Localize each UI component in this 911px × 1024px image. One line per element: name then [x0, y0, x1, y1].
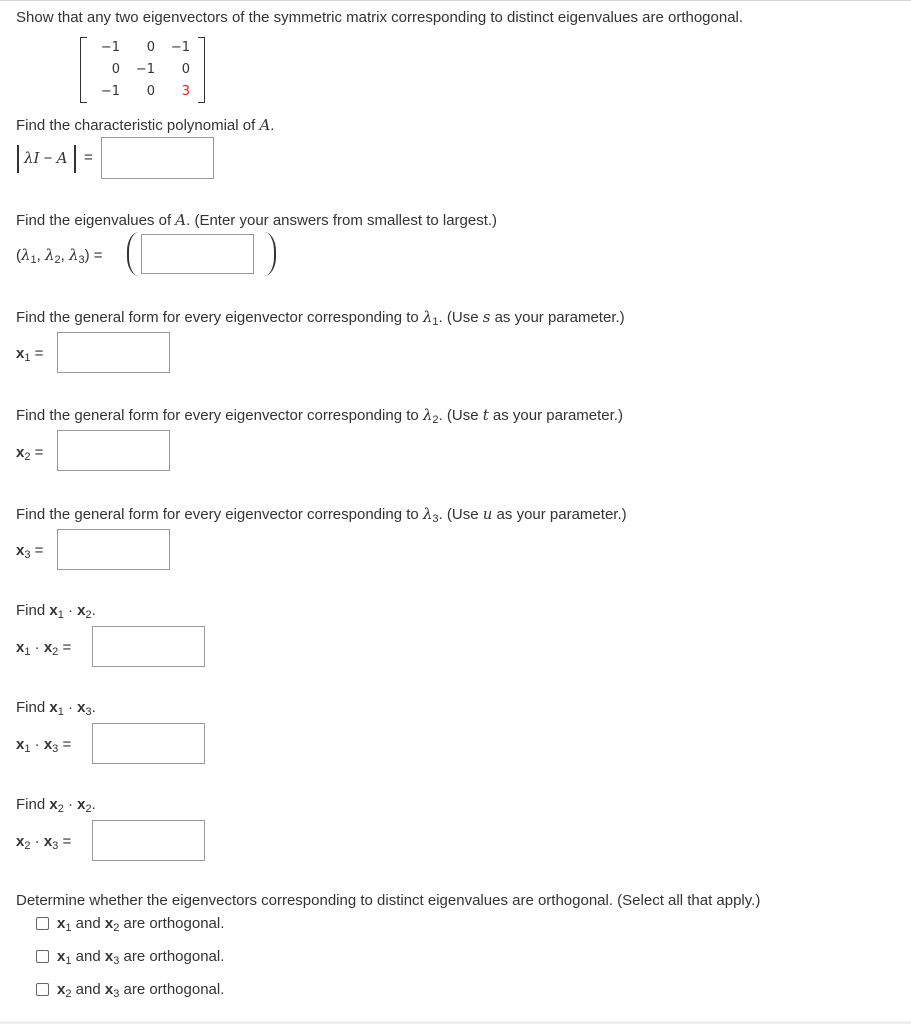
dot12-lhs: $x_1 \cdot x_2$ = — [16, 639, 72, 658]
eigenvector1-prompt: Find the general form for every eigenvector corresponding to $\lambda_1$. (Use s as your parameter.) — [16, 308, 625, 328]
matrix-row — [90, 81, 195, 103]
eigenvalues-prompt: Find the eigenvalues of A. (Enter your answers from smallest to largest.) — [16, 211, 498, 229]
eigenvector2-prompt: Find the general form for every eigenvector corresponding to $\lambda_2$. (Use t as your parameter.) — [16, 406, 623, 426]
eigenvector1-answer-input[interactable] — [57, 332, 170, 373]
top-divider — [0, 0, 911, 1]
option-x1-x2-checkbox[interactable] — [36, 917, 49, 930]
eigenvector2-answer-input[interactable] — [57, 430, 170, 471]
dot13-answer-input[interactable] — [92, 723, 205, 764]
dot13-lhs: $x_1 \cdot x_3$ = — [16, 736, 72, 755]
det-bar-left — [17, 145, 19, 173]
matrix-cell-highlighted: 3 — [181, 84, 190, 99]
dot23-prompt: Find $x_2 \cdot x_2$. — [16, 796, 96, 815]
matrix-cell: 0 — [181, 62, 190, 77]
eigenvector3-answer-input[interactable] — [57, 529, 170, 570]
char-poly-prompt: Find the characteristic polynomial of A. — [16, 116, 275, 134]
eigenvalues-lhs: ($\lambda_1$, $\lambda_2$, $\lambda_3$) = — [16, 246, 103, 266]
dot12-answer-input[interactable] — [92, 626, 205, 667]
option-x2-x3-label[interactable]: $x_2$ and $x_3$ are orthogonal. — [57, 981, 225, 1000]
option-x1-x3-label[interactable]: $x_1$ and $x_3$ are orthogonal. — [57, 948, 225, 967]
char-poly-answer-input[interactable] — [101, 137, 214, 179]
char-poly-lhs: λI − A — [24, 149, 68, 167]
matrix-cell: −1 — [170, 40, 190, 55]
right-paren — [264, 232, 276, 276]
matrix-right-bracket — [198, 37, 205, 103]
option-x1-x3-checkbox[interactable] — [36, 950, 49, 963]
option-x1-x2-label[interactable]: $x_1$ and $x_2$ are orthogonal. — [57, 915, 225, 934]
matrix-cell: −1 — [135, 62, 155, 77]
matrix-left-bracket — [80, 37, 87, 103]
eigenvector3-lhs: $x_3$ = — [16, 542, 44, 561]
dot12-prompt: Find $x_1 \cdot x_2$. — [16, 602, 96, 621]
left-paren — [127, 232, 139, 276]
orthogonal-prompt: Determine whether the eigenvectors corresponding to distinct eigenvalues are orthogonal. (Select all that apply.) — [16, 892, 761, 909]
option-x2-x3-checkbox[interactable] — [36, 983, 49, 996]
dot13-prompt: Find $x_1 \cdot x_3$. — [16, 699, 96, 718]
equals-sign: = — [84, 149, 93, 166]
matrix-cell: 0 — [111, 62, 120, 77]
matrix-row — [90, 37, 195, 59]
matrix-row — [90, 59, 195, 81]
eigenvalues-answer-input[interactable] — [141, 234, 254, 274]
matrix-cell: 0 — [146, 84, 155, 99]
matrix-A — [80, 37, 205, 103]
dot23-answer-input[interactable] — [92, 820, 205, 861]
eigenvector1-lhs: $x_1$ = — [16, 345, 44, 364]
eigenvector3-prompt: Find the general form for every eigenvector corresponding to $\lambda_3$. (Use u as your parameter.) — [16, 505, 627, 525]
det-bar-right — [74, 145, 76, 173]
matrix-cell: −1 — [100, 84, 120, 99]
problem-statement: Show that any two eigenvectors of the symmetric matrix corresponding to distinct eigenvalues are orthogonal. — [16, 9, 744, 26]
matrix-cell: −1 — [100, 40, 120, 55]
dot23-lhs: $x_2 \cdot x_3$ = — [16, 833, 72, 852]
matrix-cell: 0 — [146, 40, 155, 55]
eigenvector2-lhs: $x_2$ = — [16, 444, 44, 463]
